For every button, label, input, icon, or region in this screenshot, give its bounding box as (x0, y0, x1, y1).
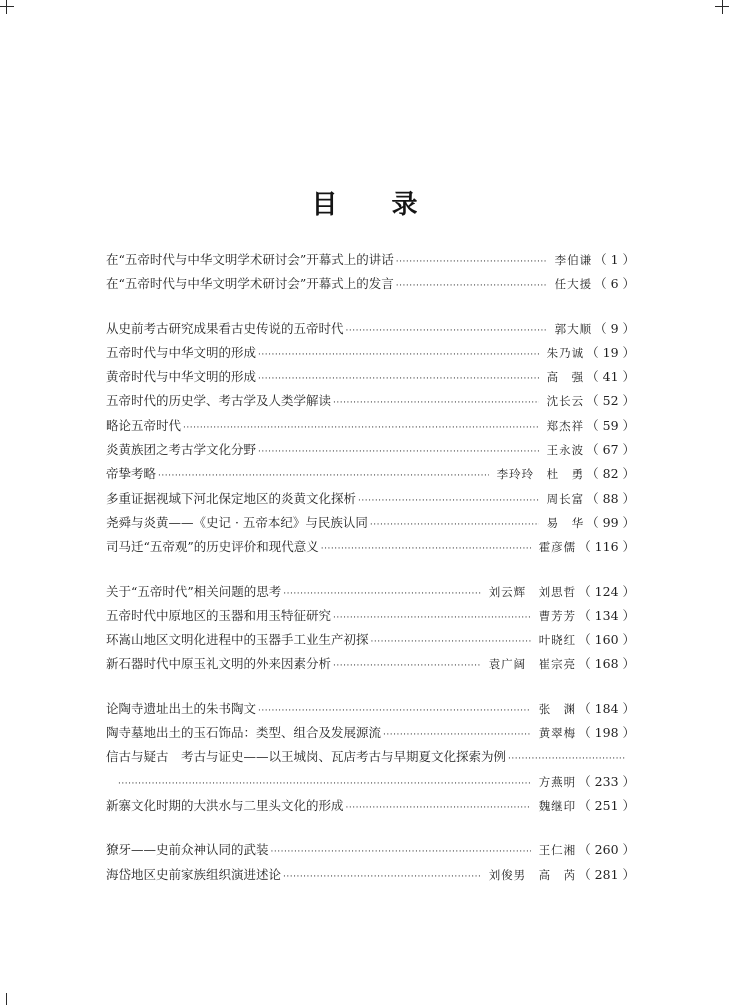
toc-group (106, 838, 635, 887)
toc-entry-author: 叶晓红 (538, 633, 577, 648)
toc-leader-dots (183, 416, 539, 440)
toc-entry-page: （ 281 ） (578, 866, 635, 882)
toc-entry (106, 863, 635, 887)
toc-entry (106, 697, 635, 721)
toc-entry-author: 王永波 (546, 443, 585, 458)
toc-entry (106, 745, 635, 769)
toc-entry-author: 霍彦儒 (538, 540, 577, 555)
page-title-char-1: 目 (311, 190, 338, 220)
toc-entry-title: 黄帝时代与中华文明的形成 (106, 369, 257, 385)
toc-entry-author: 曹芳芳 (538, 608, 577, 623)
toc-leader-dots (346, 796, 531, 820)
toc-group (106, 317, 635, 560)
toc-entry-page: （ 9 ） (594, 320, 635, 336)
toc-entry-page: （ 52 ） (586, 393, 635, 409)
table-of-contents (106, 248, 635, 907)
toc-leader-dots (346, 319, 547, 343)
toc-entry (106, 838, 635, 862)
toc-entry-author: 刘俊男 高 芮 (488, 867, 577, 882)
toc-entry (106, 652, 635, 676)
toc-entry-author: 张 渊 (538, 701, 577, 716)
toc-entry-page: （ 124 ） (578, 583, 635, 599)
toc-leader-dots (321, 537, 531, 561)
toc-leader-dots (271, 840, 531, 864)
toc-entry (106, 248, 635, 272)
toc-entry (106, 794, 635, 818)
toc-entry-author: 王仁湘 (538, 843, 577, 858)
toc-entry-page: （ 67 ） (586, 442, 635, 458)
toc-entry-author: 李玲玲 杜 勇 (496, 467, 585, 482)
toc-entry-page: （ 134 ） (578, 607, 635, 623)
toc-entry-page: （ 260 ） (578, 842, 635, 858)
toc-entry-title: 环嵩山地区文明化进程中的玉器手工业生产初探 (106, 632, 369, 648)
toc-leader-dots (508, 747, 625, 771)
toc-leader-dots (258, 367, 539, 391)
toc-entry (106, 317, 635, 341)
crop-mark-top-left-vertical (6, 0, 7, 14)
toc-entry (106, 272, 635, 296)
toc-leader-dots (283, 582, 480, 606)
toc-leader-dots (258, 343, 539, 367)
toc-entry-title: 司马迁“五帝观”的历史评价和现代意义 (106, 539, 319, 555)
toc-entry-page: （ 19 ） (586, 344, 635, 360)
toc-entry-title: 在“五帝时代与中华文明学术研讨会”开幕式上的发言 (106, 276, 394, 292)
toc-entry (106, 721, 635, 745)
toc-leader-dots (333, 654, 481, 678)
toc-entry-author: 方燕明 (538, 774, 577, 789)
toc-leader-dots (118, 772, 531, 796)
toc-entry-page: （ 41 ） (586, 369, 635, 385)
toc-entry-author: 朱乃诚 (546, 345, 585, 360)
toc-leader-dots (258, 440, 539, 464)
toc-entry (106, 438, 635, 462)
toc-entry-page: （ 88 ） (586, 490, 635, 506)
toc-leader-dots (283, 865, 481, 889)
toc-entry-page: （ 198 ） (578, 725, 635, 741)
toc-entry-title: 陶寺墓地出土的玉石饰品：类型、组合及发展源流 (106, 725, 382, 741)
toc-leader-dots (370, 513, 539, 537)
toc-entry-title: 略论五帝时代 (106, 417, 182, 433)
toc-entry-title: 炎黄族团之考古学文化分野 (106, 442, 257, 458)
toc-entry-title: 五帝时代的历史学、考古学及人类学解读 (106, 393, 332, 409)
toc-entry-page: （ 160 ） (578, 632, 635, 648)
toc-entry-page: （ 184 ） (578, 700, 635, 716)
toc-entry-title: 新石器时代中原玉礼文明的外来因素分析 (106, 656, 332, 672)
toc-entry-author: 任大援 (554, 277, 593, 292)
crop-mark-top-right-vertical (722, 0, 723, 14)
toc-entry-title: 关于“五帝时代”相关问题的思考 (106, 583, 282, 599)
toc-entry-author: 高 强 (546, 370, 585, 385)
toc-entry (106, 628, 635, 652)
toc-leader-dots (383, 723, 531, 747)
toc-entry-page: （ 116 ） (578, 539, 635, 555)
toc-entry (106, 365, 635, 389)
toc-entry-author: 李伯谦 (554, 253, 593, 267)
crop-mark-bottom-left (6, 993, 7, 1005)
toc-entry-page: （ 233 ） (578, 773, 635, 789)
toc-entry-author: 袁广阔 崔宗亮 (488, 657, 577, 672)
toc-entry-page: （ 168 ） (578, 656, 635, 672)
toc-entry-author: 周长富 (546, 491, 585, 506)
toc-entry (106, 462, 635, 486)
toc-entry-author: 刘云辉 刘思哲 (488, 584, 577, 599)
toc-entry (106, 414, 635, 438)
toc-entry-page: （ 1 ） (594, 252, 635, 267)
page-title-char-2: 录 (391, 190, 418, 220)
toc-group (106, 697, 635, 818)
toc-leader-dots (358, 489, 539, 513)
toc-entry (106, 604, 635, 628)
toc-leader-dots (333, 606, 531, 630)
toc-entry-author: 郭大顺 (554, 321, 593, 336)
toc-entry (106, 580, 635, 604)
toc-entry-author: 黄翠梅 (538, 726, 577, 741)
toc-entry-title: 五帝时代中原地区的玉器和用玉特征研究 (106, 607, 332, 623)
toc-entry-page: （ 6 ） (594, 276, 635, 292)
toc-entry (106, 535, 635, 559)
toc-entry-author: 沈长云 (546, 394, 585, 409)
toc-entry-title: 帝挚考略 (106, 466, 157, 482)
toc-entry-title: 从史前考古研究成果看古史传说的五帝时代 (106, 320, 344, 336)
toc-entry (106, 770, 635, 794)
toc-group (106, 580, 635, 677)
toc-entry-title: 论陶寺遗址出土的朱书陶文 (106, 700, 257, 716)
toc-entry-page: （ 82 ） (586, 466, 635, 482)
toc-entry-title: 多重证据视域下河北保定地区的炎黄文化探析 (106, 490, 357, 506)
page-title (0, 184, 729, 221)
toc-group (106, 248, 635, 297)
toc-entry-title: 新寨文化时期的大洪水与二里头文化的形成 (106, 797, 344, 813)
toc-entry-title: 獠牙——史前众神认同的武装 (106, 842, 269, 858)
toc-leader-dots (396, 274, 547, 298)
toc-entry-page: （ 99 ） (586, 514, 635, 530)
toc-entry-title: 在“五帝时代与中华文明学术研讨会”开幕式上的讲话 (106, 252, 394, 267)
toc-entry-title: 尧舜与炎黄——《史记 · 五帝本纪》与民族认同 (106, 514, 368, 530)
toc-leader-dots (371, 630, 531, 654)
toc-entry-page: （ 251 ） (578, 797, 635, 813)
toc-entry-author: 魏继印 (538, 798, 577, 813)
toc-leader-dots (158, 464, 489, 488)
toc-leader-dots (396, 250, 547, 274)
crop-mark-top-left-horizontal (0, 6, 14, 7)
toc-entry-author: 郑杰祥 (546, 418, 585, 433)
toc-entry (106, 487, 635, 511)
toc-entry-title: 五帝时代与中华文明的形成 (106, 344, 257, 360)
toc-entry-author: 易 华 (546, 515, 585, 530)
toc-entry-title: 信古与疑古 考古与证史——以王城岗、瓦店考古与早期夏文化探索为例 (106, 749, 507, 765)
toc-leader-dots (333, 391, 539, 415)
toc-entry (106, 341, 635, 365)
toc-entry (106, 389, 635, 413)
toc-leader-dots (258, 699, 531, 723)
toc-entry (106, 511, 635, 535)
toc-entry-page: （ 59 ） (586, 417, 635, 433)
toc-entry-title: 海岱地区史前家族组织演进述论 (106, 866, 282, 882)
